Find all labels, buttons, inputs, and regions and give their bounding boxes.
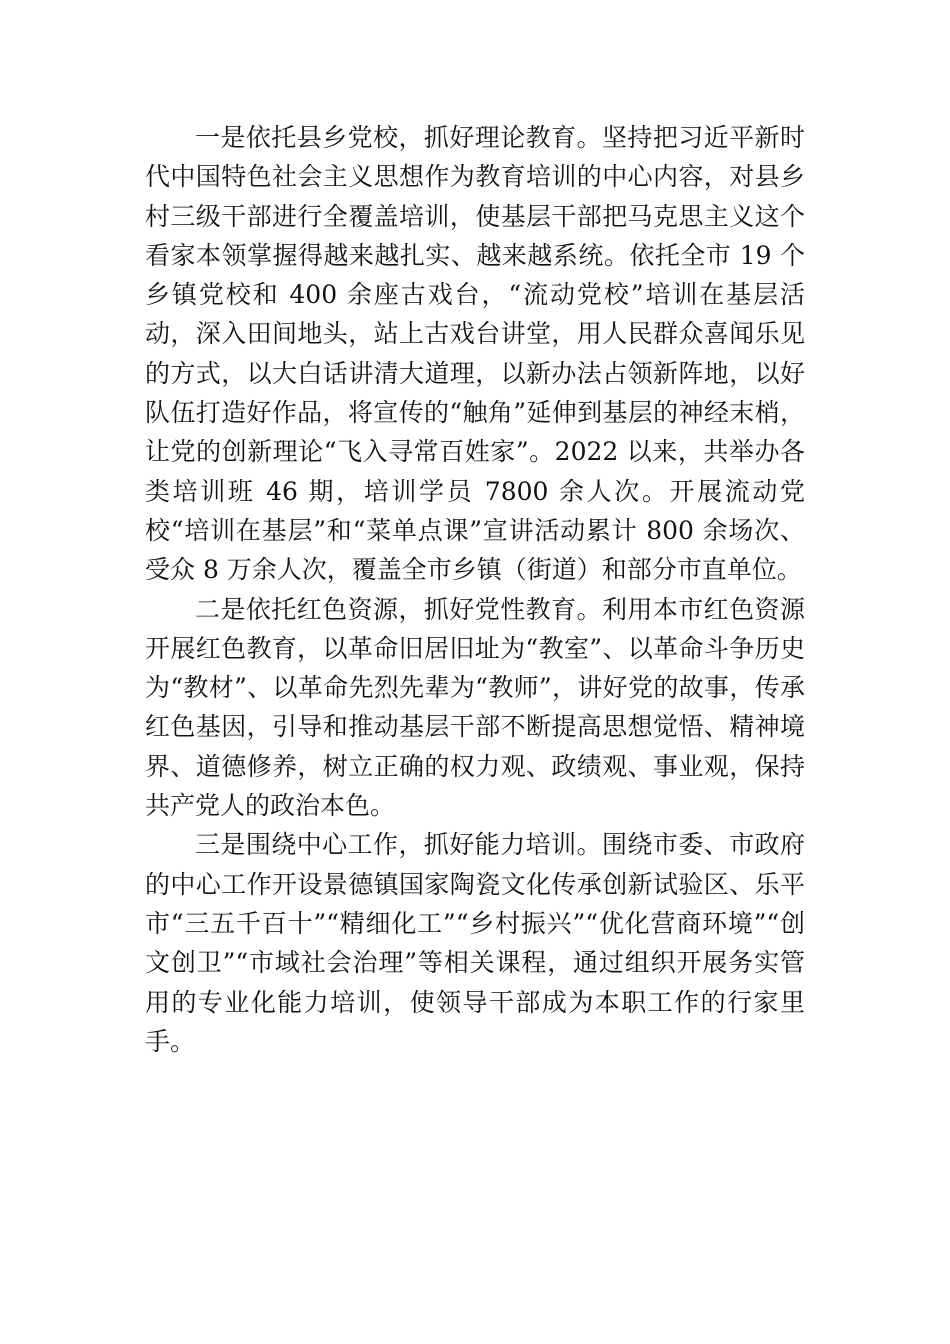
paragraph-party-spirit-education: 二是依托红色资源，抓好党性教育。利用本市红色资源开展红色教育，以革命旧居旧址为“教室”、以革命斗争历史为“教材”、以革命先烈先辈为“教师”，讲好党的故事，传承红色基因，引导和推动基层干部不断提高思想觉悟、精神境界、道德修养，树立正确的权力观、政绩观、事业观，保持共产党人的政治本色。	[145, 594, 805, 821]
paragraph-capability-training: 三是围绕中心工作，抓好能力培训。围绕市委、市政府的中心工作开设景德镇国家陶瓷文化传承创新试验区、乐平市“三五千百十”“精细化工”“乡村振兴”“优化营商环境”“创文创卫”“市域社会治理”等相关课程，通过组织开展务实管用的专业化能力培训，使领导干部成为本职工作的行家里手。	[145, 830, 805, 1056]
document-body	[145, 118, 805, 1061]
paragraph-theory-education: 一是依托县乡党校，抓好理论教育。坚持把习近平新时代中国特色社会主义思想作为教育培训的中心内容，对县乡村三级干部进行全覆盖培训，使基层干部把马克思主义这个看家本领掌握得越来越扎实、越来越系统。依托全市 19 个乡镇党校和 400 余座古戏台，“流动党校”培训在基层活动，深入田间地头，站上古戏台讲堂，用人民群众喜闻乐见的方式，以大白话讲清大道理，以新办法占领新阵地，以好队伍打造好作品，将宣传的“触角”延伸到基层的神经末梢，让党的创新理论“飞入寻常百姓家”。2022 以来，共举办各类培训班 46 期，培训学员 7800 余人次。开展流动党校“培训在基层”和“菜单点课”宣讲活动累计 800 余场次、受众 8 万余人次，覆盖全市乡镇（街道）和部分市直单位。	[145, 123, 805, 585]
